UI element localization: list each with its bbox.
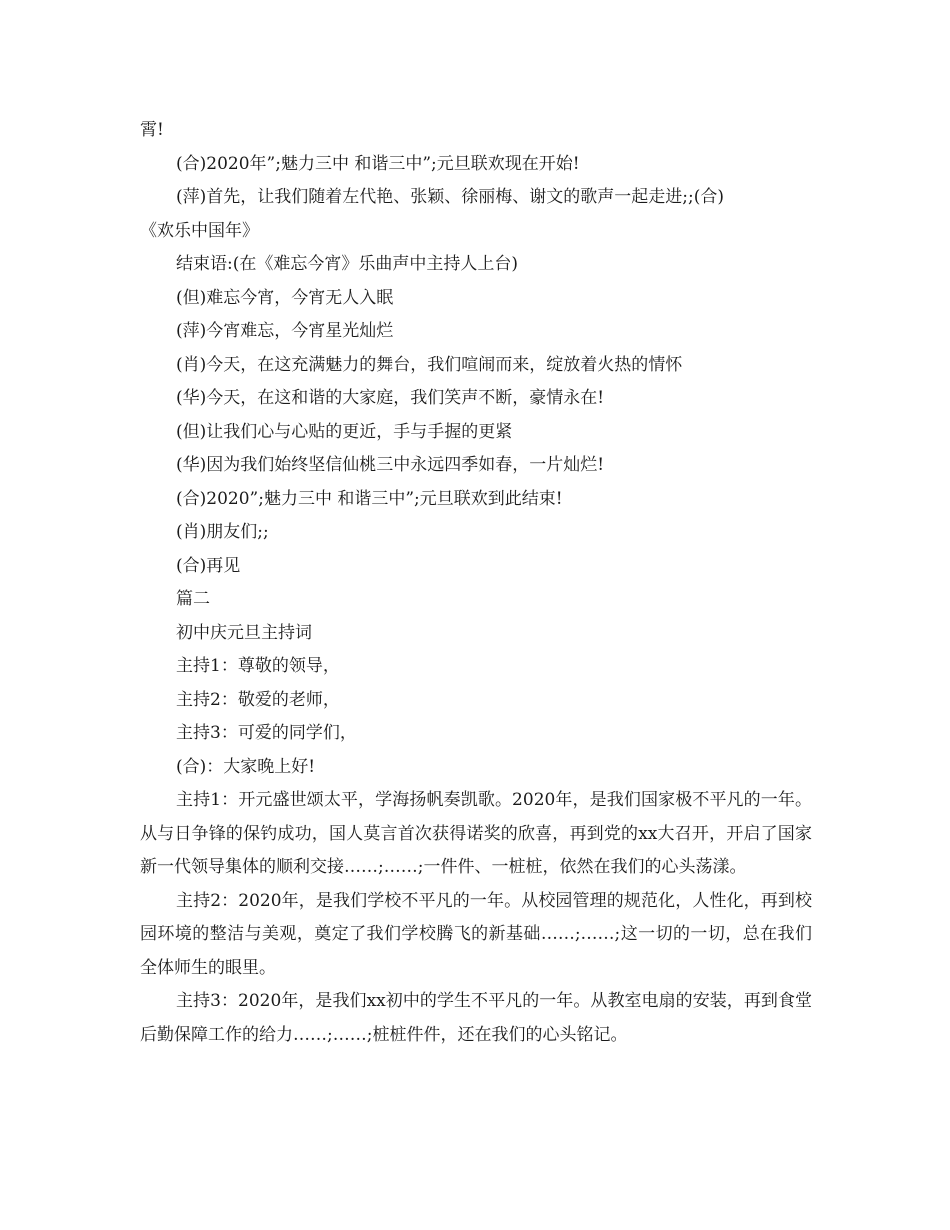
text-line: (合)2020”;魅力三中 和谐三中”;元旦联欢到此结束! (176, 488, 563, 509)
body-paragraph: 主持1：开元盛世颂太平，学海扬帆奏凯歌。2020年，是我们国家极不平凡的一年。从与日争锋的保钓成功，国人莫言首次获得诺奖的欣喜，再到党的xx大召开，开启了国家新一代领导集体的顺利交接……;……;一件件、一桩桩，依然在我们的心头荡漾。 (140, 790, 812, 877)
document-body (140, 114, 812, 1052)
text-line: 《欢乐中国年》 (140, 220, 259, 241)
section-heading: 篇二 (176, 589, 210, 609)
text-line: (合)2020年”;魅力三中 和谐三中”;元旦联欢现在开始! (176, 153, 580, 174)
text-line: (华)因为我们始终坚信仙桃三中永远四季如春，一片灿烂! (176, 455, 605, 475)
body-paragraph: 主持2：2020年，是我们学校不平凡的一年。从校园管理的规范化，人性化，再到校园环境的整洁与美观，奠定了我们学校腾飞的新基础……;……;这一切的一切，总在我们全体师生的眼里。 (140, 890, 812, 978)
text-line: (但)难忘今宵，今宵无人入眠 (176, 287, 394, 308)
text-line: (萍)今宵难忘，今宵星光灿烂 (176, 321, 394, 341)
section-title: 初中庆元旦主持词 (176, 622, 312, 643)
text-line: (但)让我们心与心贴的更近，手与手握的更紧 (176, 421, 513, 442)
text-line: (华)今天，在这和谐的大家庭，我们笑声不断，豪情永在! (176, 388, 605, 408)
text-line: (合)再见 (176, 555, 241, 576)
text-line: 主持2：敬爱的老师， (176, 689, 340, 710)
text-line: 结束语:(在《难忘今宵》乐曲声中主持人上台) (176, 254, 518, 274)
text-line: (肖)朋友们;; (176, 522, 269, 542)
text-line: (肖)今天，在这充满魅力的舞台，我们喧闹而来，绽放着火热的情怀 (176, 354, 683, 375)
body-paragraph: 主持3：2020年，是我们xx初中的学生不平凡的一年。从教室电扇的安装，再到食堂后勤保障工作的给力……;……;桩桩件件，还在我们的心头铭记。 (140, 991, 812, 1045)
text-line: 主持3：可爱的同学们， (176, 723, 357, 743)
text-line: (萍)首先，让我们随着左代艳、张颖、徐丽梅、谢文的歌声一起走进;;(合) (176, 187, 724, 207)
text-line: 主持1：尊敬的领导， (176, 656, 340, 676)
text-line: 霄! (140, 120, 164, 140)
text-line: (合)：大家晚上好! (176, 756, 316, 777)
